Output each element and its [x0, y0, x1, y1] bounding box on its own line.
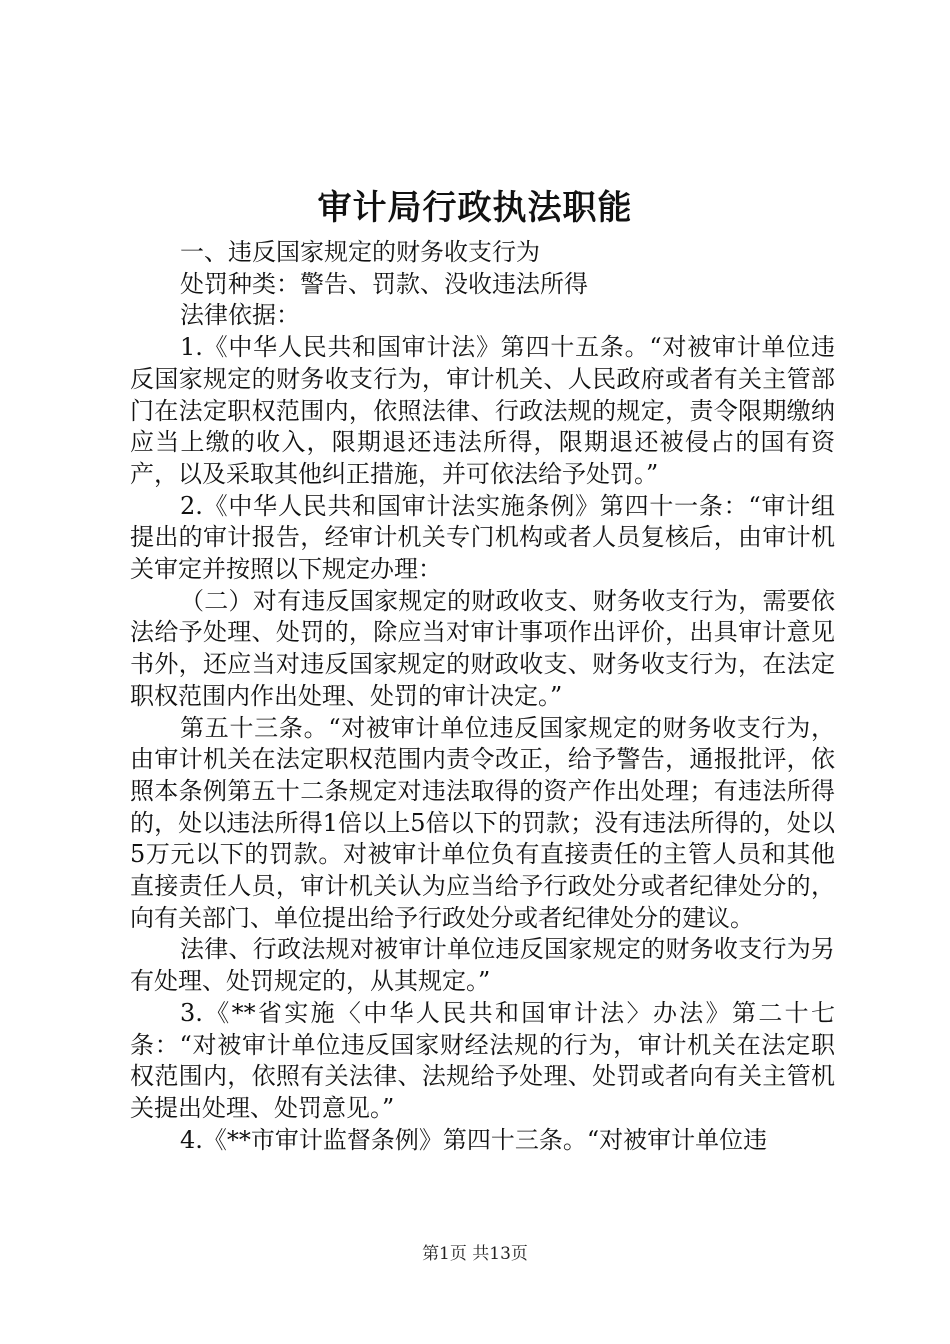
page-number: 第1页 共13页 [422, 1244, 528, 1264]
document-body [130, 237, 835, 1156]
legal-basis-label: 法律依据： [180, 301, 300, 330]
paragraph-provincial-measures: 3.《**省实施〈中华人民共和国审计法〉办法》第二十七条：“对被审计单位违反国家财经法规的行为，审计机关在法定职权范围内，依照有关法律、法规给予处理、处罚或者向有关主管机关提出处理、处罚意见。” [130, 998, 835, 1122]
paragraph-other-provisions: 法律、行政法规对被审计单位违反国家规定的财务收支行为另有处理、处罚规定的，从其规定。” [130, 935, 835, 996]
penalty-types: 处罚种类：警告、罚款、没收违法所得 [180, 269, 588, 298]
section-heading: 一、违反国家规定的财务收支行为 [180, 238, 540, 266]
paragraph-audit-law-art45: 1.《中华人民共和国审计法》第四十五条。“对被审计单位违反国家规定的财务收支行为，审计机关、人民政府或者有关主管部门在法定职权范围内，依照法律、行政法规的规定，责令限期缴纳应当上缴的收入，限期退还违法所得，限期退还被侵占的国有资产，以及采取其他纠正措施，并可依法给予处罚。” [130, 333, 835, 488]
paragraph-city-regulation: 4.《**市审计监督条例》第四十三条。“对被审计单位违 [180, 1125, 768, 1154]
paragraph-art53: 第五十三条。“对被审计单位违反国家规定的财务收支行为，由审计机关在法定职权范围内责令改正，给予警告，通报批评，依照本条例第五十二条规定对违法取得的资产作出处理；有违法所得的，处以违法所得1倍以上5倍以下的罚款；没有违法所得的，处以5万元以下的罚款。对被审计单位负有直接责任的主管人员和其他直接责任人员，审计机关认为应当给予行政处分或者纪律处分的，向有关部门、单位提出给予行政处分或者纪律处分的建议。 [130, 713, 835, 932]
paragraph-regulation-art41: 2.《中华人民共和国审计法实施条例》第四十一条：“审计组提出的审计报告，经审计机关专门机构或者人员复核后，由审计机关审定并按照以下规定办理： [130, 491, 835, 584]
document-title: 审计局行政执法职能 [317, 188, 633, 228]
paragraph-item-two: （二）对有违反国家规定的财政收支、财务收支行为，需要依法给予处理、处罚的，除应当对审计事项作出评价，出具审计意见书外，还应当对违反国家规定的财政收支、财务收支行为，在法定职权范围内作出处理、处罚的审计决定。” [130, 586, 835, 710]
